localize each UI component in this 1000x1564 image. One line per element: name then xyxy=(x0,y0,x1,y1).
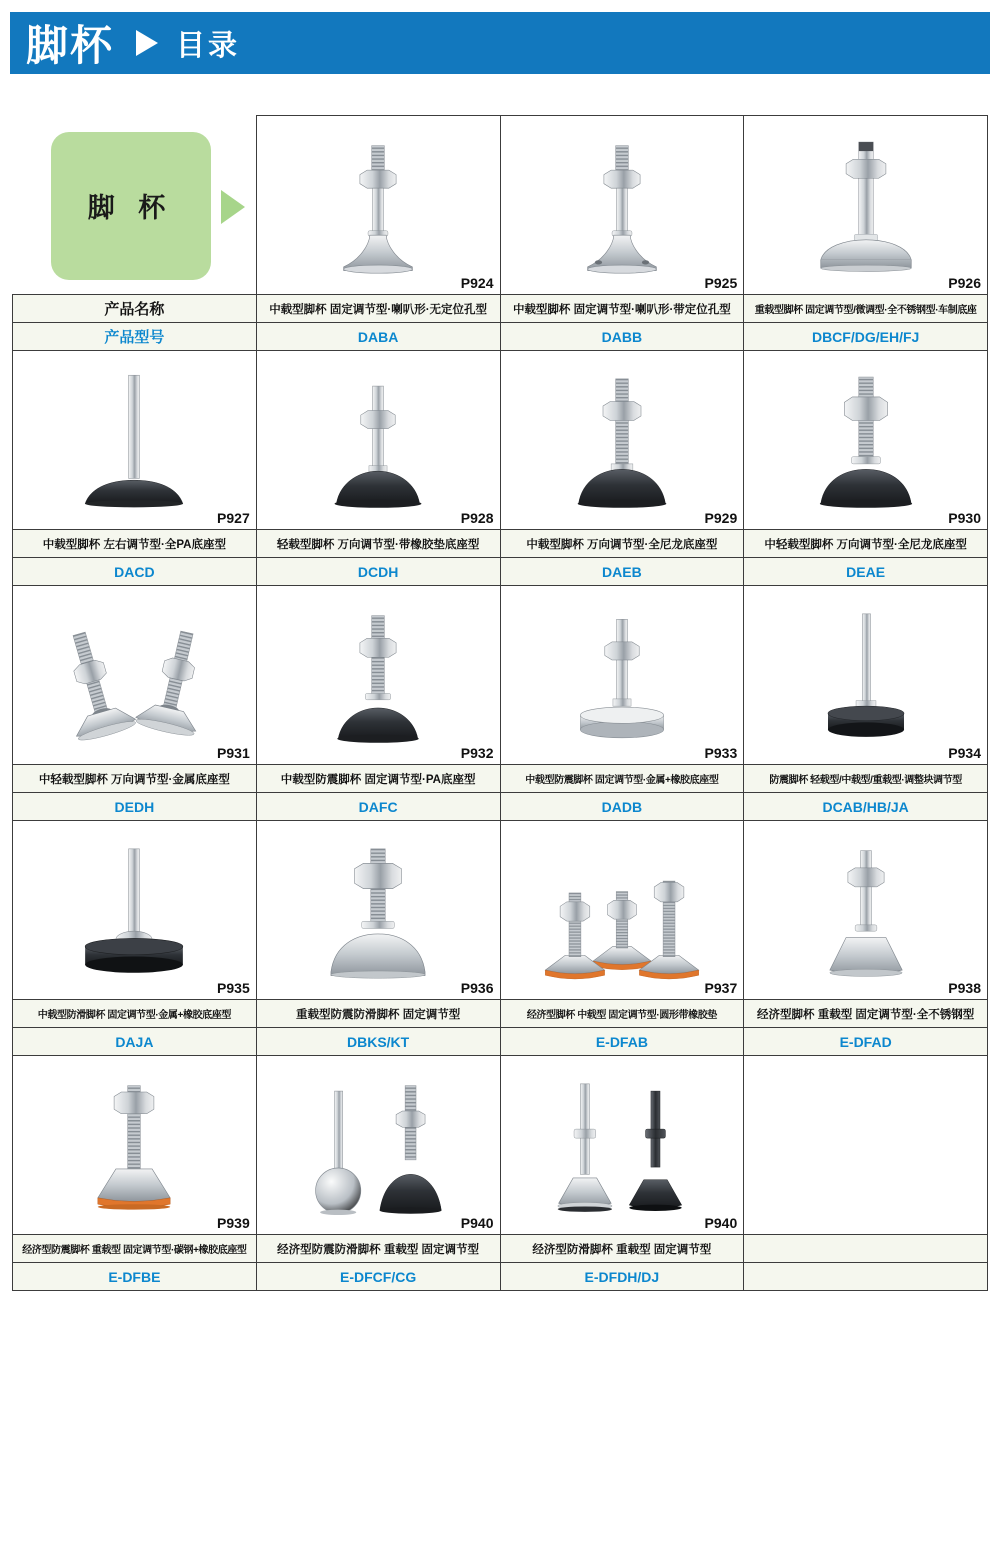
page-title: 脚杯 xyxy=(26,22,115,69)
category-cell xyxy=(13,116,257,295)
catalog-table xyxy=(12,115,988,1291)
product-name: 经济型防滑脚杯 重载型 固定调节型 xyxy=(500,1235,744,1263)
product-model: DBKS/KT xyxy=(256,1028,500,1056)
product-name: 轻载型脚杯 万向调节型·带橡胶垫底座型 xyxy=(256,530,500,558)
product-name: 中轻载型脚杯 万向调节型·金属底座型 xyxy=(13,765,257,793)
product-model: DAEB xyxy=(500,558,744,586)
product-name: 经济型防震脚杯 重载型 固定调节型·碳钢+橡胶底座型 xyxy=(13,1235,257,1263)
product-photo-dacd xyxy=(29,368,239,520)
product-photo-deae xyxy=(761,368,971,520)
product-image-cell xyxy=(744,586,988,765)
product-name: 中载型防震脚杯 固定调节型·金属+橡胶底座型 xyxy=(500,765,744,793)
product-name: 经济型防震防滑脚杯 重载型 固定调节型 xyxy=(256,1235,500,1263)
arrow-right-icon xyxy=(136,30,158,56)
product-image-cell xyxy=(500,1056,744,1235)
product-image-cell xyxy=(744,821,988,1000)
product-photo-dabb xyxy=(517,133,727,285)
product-photo-daba xyxy=(273,133,483,285)
product-image-cell xyxy=(500,116,744,295)
page-number: P930 xyxy=(948,510,981,526)
product-image-cell xyxy=(256,1056,500,1235)
product-model: DBCF/DG/EH/FJ xyxy=(744,323,988,351)
product-photo-daeb xyxy=(517,368,727,520)
product-photo-dedh xyxy=(29,603,239,755)
product-image-cell xyxy=(256,586,500,765)
page-number: P934 xyxy=(948,745,981,761)
product-photo-edfab xyxy=(517,838,727,990)
product-model: DADB xyxy=(500,793,744,821)
page-number: P927 xyxy=(217,510,250,526)
category-arrow-icon xyxy=(221,190,245,224)
page-number: P938 xyxy=(948,980,981,996)
product-model: E-DFAD xyxy=(744,1028,988,1056)
product-photo-edfdh xyxy=(517,1073,727,1225)
page-number: P926 xyxy=(948,275,981,291)
product-photo-edfcf xyxy=(273,1073,483,1225)
product-image-cell xyxy=(744,116,988,295)
product-image-cell xyxy=(500,586,744,765)
model-header-label: 产品型号 xyxy=(13,323,257,351)
product-name: 中载型防滑脚杯 固定调节型·金属+橡胶底座型 xyxy=(13,1000,257,1028)
product-name: 中轻载型脚杯 万向调节型·全尼龙底座型 xyxy=(744,530,988,558)
page-number: P935 xyxy=(217,980,250,996)
product-model: E-DFCF/CG xyxy=(256,1263,500,1291)
product-model: DAFC xyxy=(256,793,500,821)
product-photo-dbcf xyxy=(761,133,971,285)
page-number: P940 xyxy=(460,1215,494,1231)
product-model: DABA xyxy=(256,323,500,351)
page-number: P931 xyxy=(217,745,250,761)
product-model: E-DFBE xyxy=(13,1263,257,1291)
product-name: 中载型防震脚杯 固定调节型·PA底座型 xyxy=(256,765,500,793)
product-name: 经济型脚杯 中载型 固定调节型·圆形带橡胶垫 xyxy=(500,1000,744,1028)
product-name: 中载型脚杯 左右调节型·全PA底座型 xyxy=(13,530,257,558)
product-model: DEAE xyxy=(744,558,988,586)
product-image-cell xyxy=(500,351,744,530)
product-model: DACD xyxy=(13,558,257,586)
product-model: DEDH xyxy=(13,793,257,821)
product-name: 重载型脚杯 固定调节型/微调型·全不锈钢型·车制底座 xyxy=(744,295,988,323)
empty-name-cell xyxy=(744,1235,988,1263)
product-name: 中载型脚杯 固定调节型·喇叭形·带定位孔型 xyxy=(500,295,744,323)
product-name: 中载型脚杯 万向调节型·全尼龙底座型 xyxy=(500,530,744,558)
page-subtitle: 目录 xyxy=(176,29,241,62)
header-bar xyxy=(10,12,990,74)
product-image-cell xyxy=(13,1056,257,1235)
product-model: DCAB/HB/JA xyxy=(744,793,988,821)
product-image-cell xyxy=(500,821,744,1000)
product-name: 防震脚杯 轻载型/中载型/重载型·调整块调节型 xyxy=(744,765,988,793)
product-model: DCDH xyxy=(256,558,500,586)
page-number: P937 xyxy=(704,980,738,996)
category-box xyxy=(51,132,211,280)
product-photo-dbks xyxy=(273,838,483,990)
category-label: 脚 杯 xyxy=(87,193,174,223)
product-model: DAJA xyxy=(13,1028,257,1056)
product-image-cell xyxy=(256,351,500,530)
page-number: P932 xyxy=(460,745,494,761)
product-image-cell xyxy=(256,821,500,1000)
product-photo-dafc xyxy=(273,603,483,755)
page-number: P924 xyxy=(460,275,494,291)
product-photo-edfbe xyxy=(29,1073,239,1225)
page-number: P925 xyxy=(704,275,738,291)
product-image-cell xyxy=(13,586,257,765)
name-header-label: 产品名称 xyxy=(13,295,257,323)
product-name: 重载型防震防滑脚杯 固定调节型 xyxy=(256,1000,500,1028)
page-number: P940 xyxy=(704,1215,738,1231)
product-name: 经济型脚杯 重载型 固定调节型·全不锈钢型 xyxy=(744,1000,988,1028)
product-model: E-DFAB xyxy=(500,1028,744,1056)
page-number: P929 xyxy=(704,510,738,526)
product-photo-daja xyxy=(29,838,239,990)
product-model: E-DFDH/DJ xyxy=(500,1263,744,1291)
empty-image-cell xyxy=(744,1056,988,1235)
page-number: P928 xyxy=(460,510,494,526)
product-photo-dadb xyxy=(517,603,727,755)
product-model: DABB xyxy=(500,323,744,351)
product-image-cell xyxy=(256,116,500,295)
product-photo-dcdh xyxy=(273,368,483,520)
page-number: P933 xyxy=(704,745,738,761)
product-photo-dcab xyxy=(761,603,971,755)
product-name: 中载型脚杯 固定调节型·喇叭形·无定位孔型 xyxy=(256,295,500,323)
page-number: P939 xyxy=(217,1215,250,1231)
empty-model-cell xyxy=(744,1263,988,1291)
product-image-cell xyxy=(744,351,988,530)
product-photo-edfad xyxy=(761,838,971,990)
product-image-cell xyxy=(13,351,257,530)
product-image-cell xyxy=(13,821,257,1000)
page-number: P936 xyxy=(460,980,494,996)
